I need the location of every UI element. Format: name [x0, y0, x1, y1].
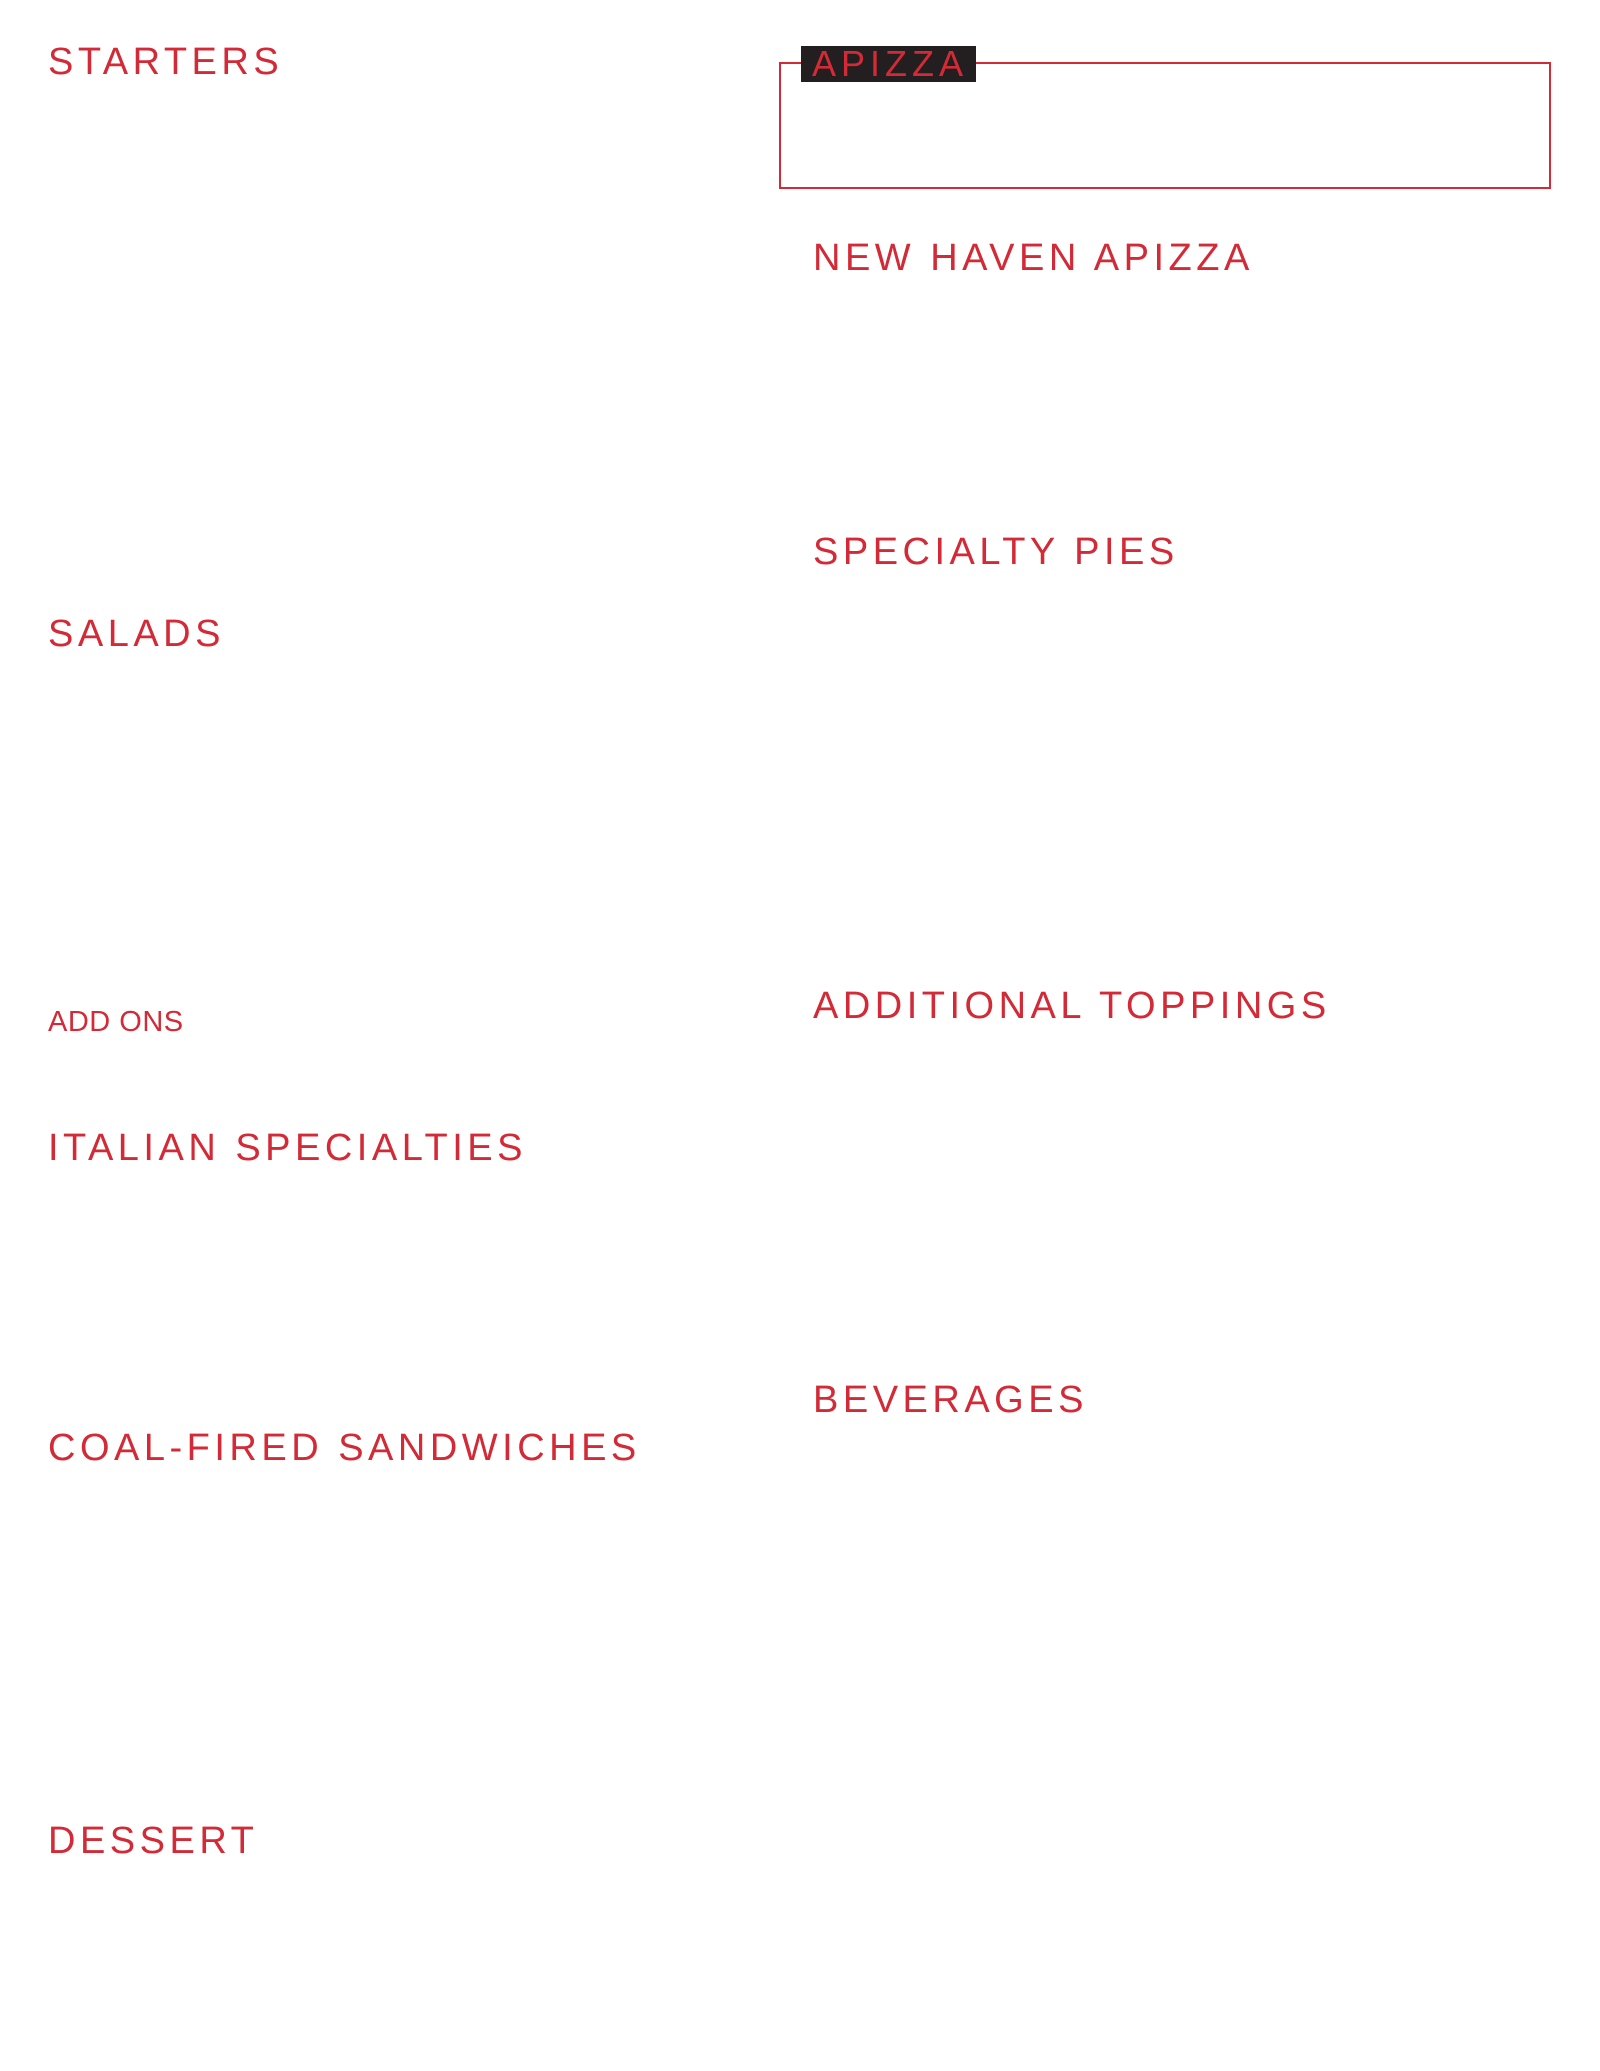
apizza-banner-label: APIZZA — [801, 46, 976, 82]
section-heading-salads: SALADS — [48, 613, 225, 655]
section-heading-dessert: DESSERT — [48, 1820, 259, 1862]
section-heading-additional-toppings: ADDITIONAL TOPPINGS — [813, 985, 1331, 1027]
section-heading-coal-fired-sandwiches: COAL-FIRED SANDWICHES — [48, 1427, 641, 1469]
section-heading-add-ons: ADD ONS — [48, 1006, 184, 1038]
section-heading-specialty-pies: SPECIALTY PIES — [813, 531, 1179, 573]
section-heading-italian-specialties: ITALIAN SPECIALTIES — [48, 1127, 527, 1169]
section-heading-starters: STARTERS — [48, 41, 284, 83]
section-heading-new-haven-apizza: NEW HAVEN APIZZA — [813, 237, 1254, 279]
section-heading-beverages: BEVERAGES — [813, 1379, 1088, 1421]
